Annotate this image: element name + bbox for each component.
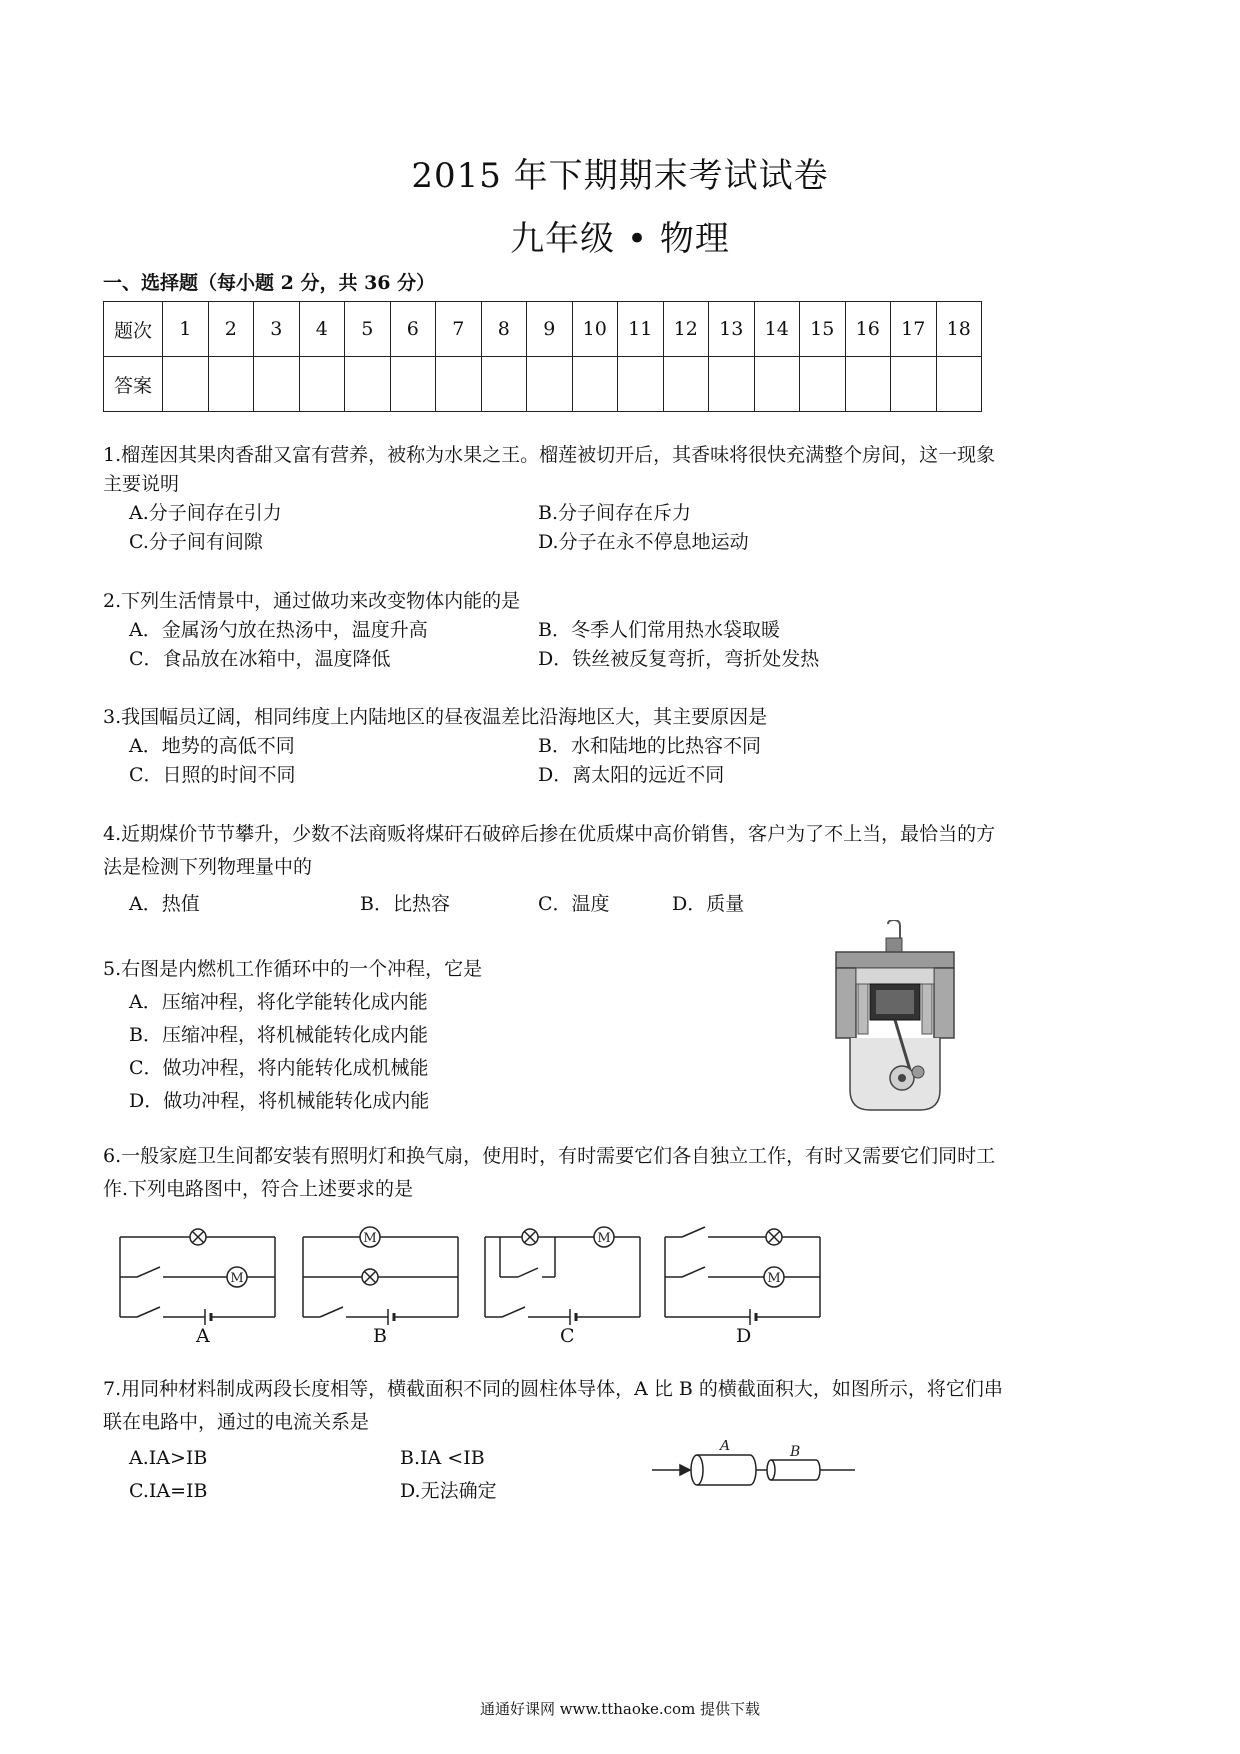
footer-credit: 通通好课网 www.tthaoke.com 提供下载 <box>479 1700 761 1718</box>
q1-option-d[interactable]: D.分子在永不停息地运动 <box>538 531 749 553</box>
q3-option-b[interactable]: B．水和陆地的比热容不同 <box>538 735 761 757</box>
engine-stroke-figure <box>830 920 960 1115</box>
q6-stem-line2: 作.下列电路图中，符合上述要求的是 <box>103 1178 414 1200</box>
row-label-number: 题次 <box>104 302 163 357</box>
answer-cell[interactable] <box>436 357 482 412</box>
q3-option-d[interactable]: D．离太阳的远近不同 <box>538 764 725 786</box>
q3-option-c[interactable]: C．日照的时间不同 <box>129 764 296 786</box>
answer-table-number-row <box>104 302 982 357</box>
q7-option-a[interactable]: A.IA>IB <box>129 1447 208 1469</box>
circuit-diagram-b <box>298 1225 468 1335</box>
answer-cell[interactable] <box>891 357 937 412</box>
circuit-label-d: D <box>736 1325 752 1347</box>
q5-option-c[interactable]: C．做功冲程，将内能转化成机械能 <box>129 1057 429 1079</box>
svg-text:M: M <box>363 1231 377 1246</box>
svg-text:M: M <box>597 1231 611 1246</box>
answer-cell[interactable] <box>709 357 755 412</box>
q2-stem: 2.下列生活情景中，通过做功来改变物体内能的是 <box>103 590 521 612</box>
q1-stem-line2: 主要说明 <box>103 473 180 495</box>
question-number-cell: 7 <box>436 302 482 357</box>
circuit-label-a: A <box>196 1325 210 1347</box>
q2-option-a[interactable]: A．金属汤勺放在热汤中，温度升高 <box>129 619 428 641</box>
q3-stem: 3.我国幅员辽阔，相同纬度上内陆地区的昼夜温差比沿海地区大，其主要原因是 <box>103 706 768 728</box>
question-number-cell: 4 <box>299 302 345 357</box>
conductor-label-a: A <box>720 1440 731 1454</box>
answer-cell[interactable] <box>481 357 527 412</box>
question-number-cell: 13 <box>709 302 755 357</box>
q7-stem-line2: 联在电路中，通过的电流关系是 <box>103 1411 370 1433</box>
section-heading: 一、选择题（每小题 2 分，共 36 分） <box>103 272 436 294</box>
question-number-cell: 16 <box>845 302 891 357</box>
question-number-cell: 1 <box>163 302 209 357</box>
q4-stem-line2: 法是检测下列物理量中的 <box>103 856 313 878</box>
question-number-cell: 14 <box>754 302 800 357</box>
answer-cell[interactable] <box>163 357 209 412</box>
question-number-cell: 18 <box>936 302 982 357</box>
q5-stem: 5.右图是内燃机工作循环中的一个冲程，它是 <box>103 958 483 980</box>
svg-text:M: M <box>767 1271 781 1286</box>
q5-option-d[interactable]: D．做功冲程，将机械能转化成内能 <box>129 1090 430 1112</box>
answer-table-answer-row <box>104 357 982 412</box>
answer-cell[interactable] <box>936 357 982 412</box>
q2-option-d[interactable]: D．铁丝被反复弯折，弯折处发热 <box>538 648 820 670</box>
circuit-diagram-c <box>480 1225 650 1335</box>
answer-cell[interactable] <box>527 357 573 412</box>
q1-stem-line1: 1.榴莲因其果肉香甜又富有营养，被称为水果之王。榴莲被切开后，其香味将很快充满整个房间，这一现象 <box>103 444 996 466</box>
q4-option-b[interactable]: B．比热容 <box>360 893 450 915</box>
q6-stem-line1: 6.一般家庭卫生间都安装有照明灯和换气扇，使用时，有时需要它们各自独立工作，有时又需要它们同时工 <box>103 1145 996 1167</box>
q4-option-a[interactable]: A．热值 <box>129 893 200 915</box>
answer-cell[interactable] <box>663 357 709 412</box>
q3-option-a[interactable]: A．地势的高低不同 <box>129 735 295 757</box>
exam-title: 2015 年下期期末考试试卷 <box>411 156 829 196</box>
question-number-cell: 9 <box>527 302 573 357</box>
question-number-cell: 3 <box>254 302 300 357</box>
answer-cell[interactable] <box>390 357 436 412</box>
q4-option-d[interactable]: D．质量 <box>672 893 745 915</box>
q7-option-d[interactable]: D.无法确定 <box>400 1480 497 1502</box>
answer-cell[interactable] <box>800 357 846 412</box>
exam-subtitle: 九年级 • 物理 <box>510 219 730 259</box>
q5-option-b[interactable]: B．压缩冲程，将机械能转化成内能 <box>129 1024 428 1046</box>
circuit-label-c: C <box>560 1325 575 1347</box>
question-number-cell: 12 <box>663 302 709 357</box>
question-number-cell: 8 <box>481 302 527 357</box>
answer-cell[interactable] <box>208 357 254 412</box>
conductor-figure <box>650 1440 860 1500</box>
question-number-cell: 5 <box>345 302 391 357</box>
answer-cell[interactable] <box>254 357 300 412</box>
circuit-diagram-a <box>115 1225 285 1335</box>
circuit-label-b: B <box>373 1325 387 1347</box>
answer-cell[interactable] <box>754 357 800 412</box>
answer-cell[interactable] <box>572 357 618 412</box>
q2-option-b[interactable]: B．冬季人们常用热水袋取暖 <box>538 619 780 641</box>
question-number-cell: 15 <box>800 302 846 357</box>
question-number-cell: 11 <box>618 302 664 357</box>
question-number-cell: 6 <box>390 302 436 357</box>
svg-text:M: M <box>230 1271 244 1286</box>
question-number-cell: 17 <box>891 302 937 357</box>
q7-stem-line1: 7.用同种材料制成两段长度相等，横截面积不同的圆柱体导体，A 比 B 的横截面积大，如图所示，将它们串 <box>103 1378 1003 1400</box>
q4-stem-line1: 4.近期煤价节节攀升，少数不法商贩将煤矸石破碎后掺在优质煤中高价销售，客户为了不上当，最恰当的方 <box>103 823 996 845</box>
circuit-diagram-d <box>660 1225 830 1335</box>
q5-option-a[interactable]: A．压缩冲程，将化学能转化成内能 <box>129 991 428 1013</box>
q7-option-c[interactable]: C.IA=IB <box>129 1480 208 1502</box>
question-number-cell: 10 <box>572 302 618 357</box>
row-label-answer: 答案 <box>104 357 163 412</box>
answer-table <box>103 301 982 412</box>
q7-option-b[interactable]: B.IA <IB <box>400 1447 485 1469</box>
answer-cell[interactable] <box>299 357 345 412</box>
answer-cell[interactable] <box>845 357 891 412</box>
q1-option-a[interactable]: A.分子间存在引力 <box>129 502 282 524</box>
q1-option-c[interactable]: C.分子间有间隙 <box>129 531 263 553</box>
question-number-cell: 2 <box>208 302 254 357</box>
q4-option-c[interactable]: C．温度 <box>538 893 610 915</box>
conductor-label-b: B <box>790 1444 801 1460</box>
answer-cell[interactable] <box>618 357 664 412</box>
q2-option-c[interactable]: C．食品放在冰箱中，温度降低 <box>129 648 391 670</box>
q1-option-b[interactable]: B.分子间存在斥力 <box>538 502 692 524</box>
answer-cell[interactable] <box>345 357 391 412</box>
